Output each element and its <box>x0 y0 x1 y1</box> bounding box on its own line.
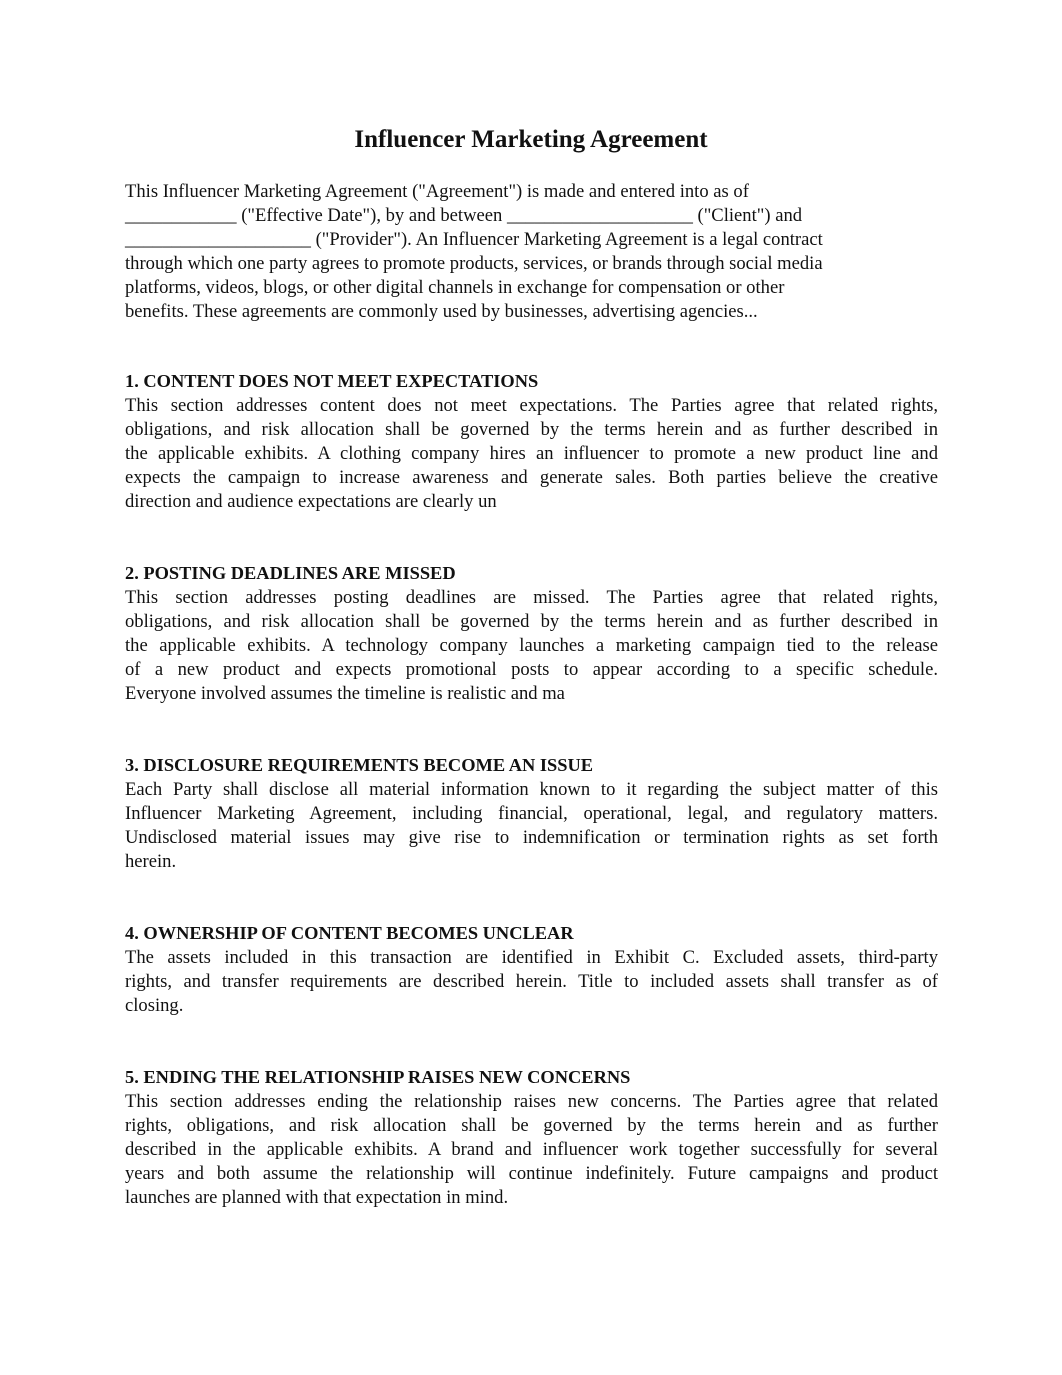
body-line: of a new product and expects promotional posts to appear according to a specific schedule. <box>125 659 938 680</box>
body-line: direction and audience expectations are clearly un <box>125 491 497 512</box>
body-line: This section addresses ending the relationship raises new concerns. The Parties agree that related <box>125 1091 938 1112</box>
intro-line: benefits. These agreements are commonly used by businesses, advertising agencies... <box>125 301 758 322</box>
section-body <box>125 586 938 706</box>
section-body <box>125 778 938 874</box>
section-heading: 4. OWNERSHIP OF CONTENT BECOMES UNCLEAR <box>125 923 574 943</box>
section-heading: 2. POSTING DEADLINES ARE MISSED <box>125 563 456 583</box>
body-line: years and both assume the relationship will continue indefinitely. Future campaigns and product <box>125 1163 938 1184</box>
body-line: Undisclosed material issues may give rise to indemnification or termination rights as set forth <box>125 827 938 848</box>
intro-line: ____________________ ("Provider"). An Influencer Marketing Agreement is a legal contract <box>125 229 823 250</box>
section-posting-deadlines <box>125 560 938 706</box>
body-line: herein. <box>125 851 177 872</box>
body-line: rights, obligations, and risk allocation shall be governed by the terms herein and as further <box>125 1115 938 1136</box>
body-line: obligations, and risk allocation shall be governed by the terms herein and as further described in <box>125 419 938 440</box>
body-line: Influencer Marketing Agreement, including financial, operational, legal, and regulatory matters. <box>125 803 938 824</box>
body-line: launches are planned with that expectation in mind. <box>125 1187 509 1208</box>
intro-line: through which one party agrees to promote products, services, or brands through social media <box>125 253 823 274</box>
section-heading: 5. ENDING THE RELATIONSHIP RAISES NEW CONCERNS <box>125 1067 631 1087</box>
section-heading: 1. CONTENT DOES NOT MEET EXPECTATIONS <box>125 371 539 391</box>
body-line: This section addresses content does not meet expectations. The Parties agree that related rights, <box>125 395 938 416</box>
body-line: rights, and transfer requirements are described herein. Title to included assets shall transfer as of <box>125 971 938 992</box>
body-line: described in the applicable exhibits. A brand and influencer work together successfully for several <box>125 1139 938 1160</box>
body-line: expects the campaign to increase awareness and generate sales. Both parties believe the creative <box>125 467 938 488</box>
section-disclosure-requirements <box>125 752 938 874</box>
body-line: closing. <box>125 995 184 1016</box>
section-body <box>125 1090 938 1210</box>
body-line: obligations, and risk allocation shall be governed by the terms herein and as further described in <box>125 611 938 632</box>
document-title: Influencer Marketing Agreement <box>354 126 708 153</box>
body-line: The assets included in this transaction are identified in Exhibit C. Excluded assets, third-party <box>125 947 938 968</box>
body-line: This section addresses posting deadlines are missed. The Parties agree that related rights, <box>125 587 938 608</box>
body-line: the applicable exhibits. A clothing company hires an influencer to promote a new product line and <box>125 443 938 464</box>
section-content-ownership <box>125 920 938 1018</box>
body-line: the applicable exhibits. A technology company launches a marketing campaign tied to the release <box>125 635 938 656</box>
intro-paragraph <box>125 180 940 324</box>
section-content-expectations <box>125 368 938 514</box>
intro-line: platforms, videos, blogs, or other digital channels in exchange for compensation or other <box>125 277 785 298</box>
intro-line: This Influencer Marketing Agreement ("Agreement") is made and entered into as of <box>125 181 749 202</box>
section-body <box>125 946 938 1018</box>
body-line: Each Party shall disclose all material information known to it regarding the subject matter of this <box>125 779 938 800</box>
intro-line: ____________ ("Effective Date"), by and between ____________________ ("Client") and <box>125 205 803 226</box>
section-body <box>125 394 938 514</box>
section-heading: 3. DISCLOSURE REQUIREMENTS BECOME AN ISSUE <box>125 755 594 775</box>
body-line: Everyone involved assumes the timeline is realistic and ma <box>125 683 565 704</box>
section-ending-relationship <box>125 1064 938 1210</box>
